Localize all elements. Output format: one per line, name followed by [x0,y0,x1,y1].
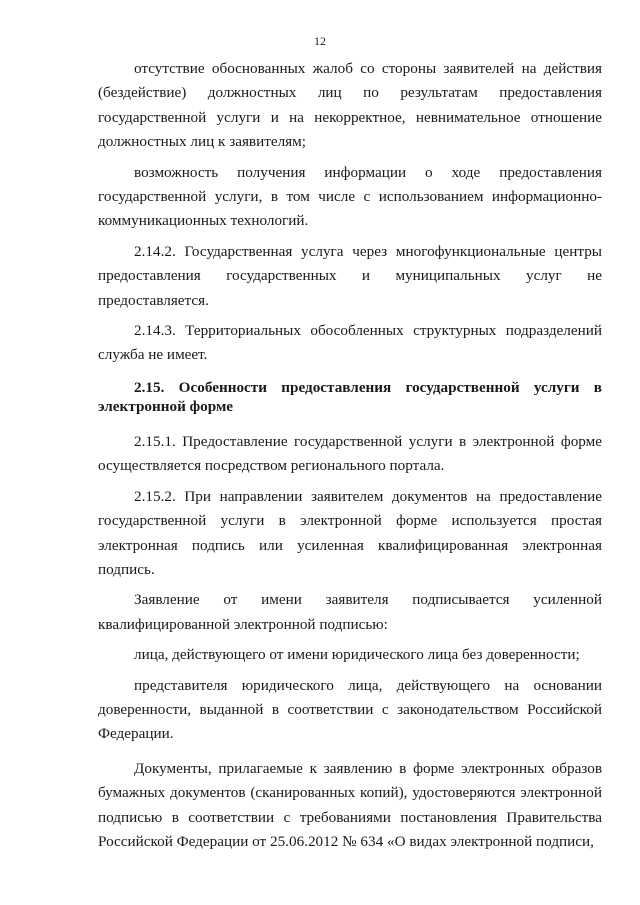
page-number: 12 [314,34,326,48]
paragraph: 2.15.1. Предоставление государственной услуги в электронной форме осуществляется посредством регионального портала. [98,432,602,475]
paragraph: 2.14.3. Территориальных обособленных структурных подразделений служба не имеет. [98,322,602,364]
paragraph: отсутствие обоснованных жалоб со стороны заявителей на действия (бездействие) должностных лиц по результатам предоставления государственной услуги и на некорректное, невнимательное отношение должностных лиц к заявителям; [98,60,602,151]
paragraph: возможность получения информации о ходе предоставления государственной услуги, в том числе с использованием информационно-коммуникационных технологий. [98,163,602,230]
paragraph: 2.14.2. Государственная услуга через многофункциональные центры предоставления государственных и муниципальных услуг не предоставляется. [98,242,602,309]
paragraph: 2.15.2. При направлении заявителем документов на предоставление государственной услуги в электронной форме используется простая электронная подпись или усиленная квалифицированная электронная подпись. [98,487,602,578]
paragraph: Заявление от имени заявителя подписывается усиленной квалифицированной электронной подписью: [98,591,602,633]
document-body [98,57,602,854]
paragraph: представителя юридического лица, действующего на основании доверенности, выданной в соответствии с законодательством Российской Федерации. [98,676,602,743]
paragraph: лица, действующего от имени юридического лица без доверенности; [134,646,580,664]
paragraph: Документы, прилагаемые к заявлению в форме электронных образов бумажных документов (сканированных копий), удостоверяются электронной подписью в соответствии с требованиями постановления Правительства Российской Федерации от 25.06.2012 № 634 «О видах электронной подписи, [98,759,602,850]
section-heading: 2.15. Особенности предоставления государственной услуги в электронной форме [98,378,602,415]
